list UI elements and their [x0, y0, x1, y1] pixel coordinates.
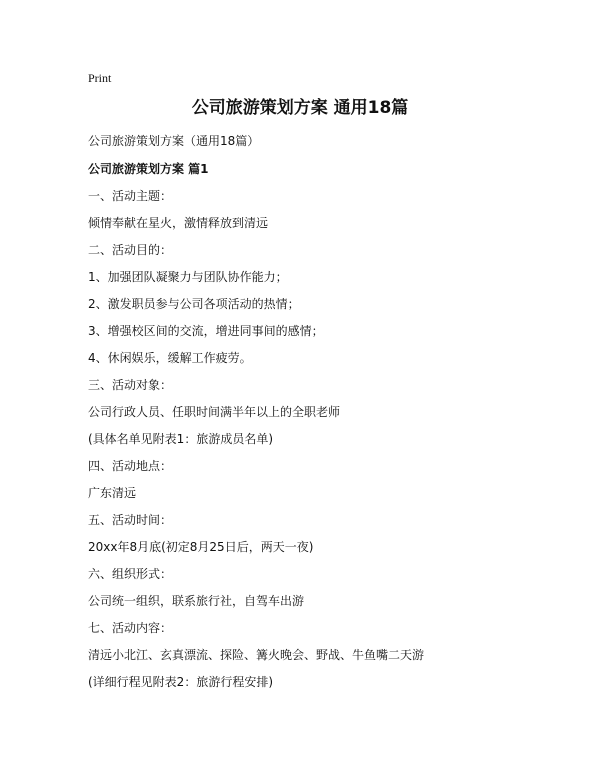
text-line: 倾情奉献在星火，激情释放到清远 — [88, 216, 269, 230]
text-line: 一、活动主题： — [88, 189, 173, 203]
text-line: 七、活动内容： — [88, 621, 173, 635]
text-line: 二、活动目的： — [88, 243, 173, 257]
text-line: 四、活动地点： — [88, 459, 173, 473]
text-line: 公司行政人员、任职时间满半年以上的全职老师 — [88, 405, 341, 419]
text-line: 20xx年8月底(初定8月25日后，两天一夜) — [88, 540, 314, 554]
text-line: 4、休闲娱乐，缓解工作疲劳。 — [88, 351, 252, 365]
text-line: 1、加强团队凝聚力与团队协作能力； — [88, 270, 288, 284]
text-line: 广东清远 — [88, 486, 137, 500]
text-line: 3、增强校区间的交流，增进同事间的感情； — [88, 324, 324, 338]
text-line: 2、激发职员参与公司各项活动的热情； — [88, 297, 300, 311]
print-label: Print — [88, 71, 112, 85]
document-subtitle: 公司旅游策划方案（通用18篇） — [88, 134, 260, 148]
text-line: 公司统一组织，联系旅行社，自驾车出游 — [88, 594, 305, 608]
document-title: 公司旅游策划方案 通用18篇 — [191, 98, 409, 118]
text-line: 三、活动对象： — [88, 378, 173, 392]
section-heading: 公司旅游策划方案 篇1 — [88, 162, 209, 176]
text-line: 五、活动时间： — [88, 513, 173, 527]
text-line: (具体名单见附表1：旅游成员名单) — [88, 432, 273, 446]
text-line: 清远小北江、玄真漂流、探险、篝火晚会、野战、牛鱼嘴二天游 — [88, 648, 425, 662]
text-line: 六、组织形式： — [88, 567, 173, 581]
text-line: (详细行程见附表2：旅游行程安排) — [88, 675, 273, 689]
